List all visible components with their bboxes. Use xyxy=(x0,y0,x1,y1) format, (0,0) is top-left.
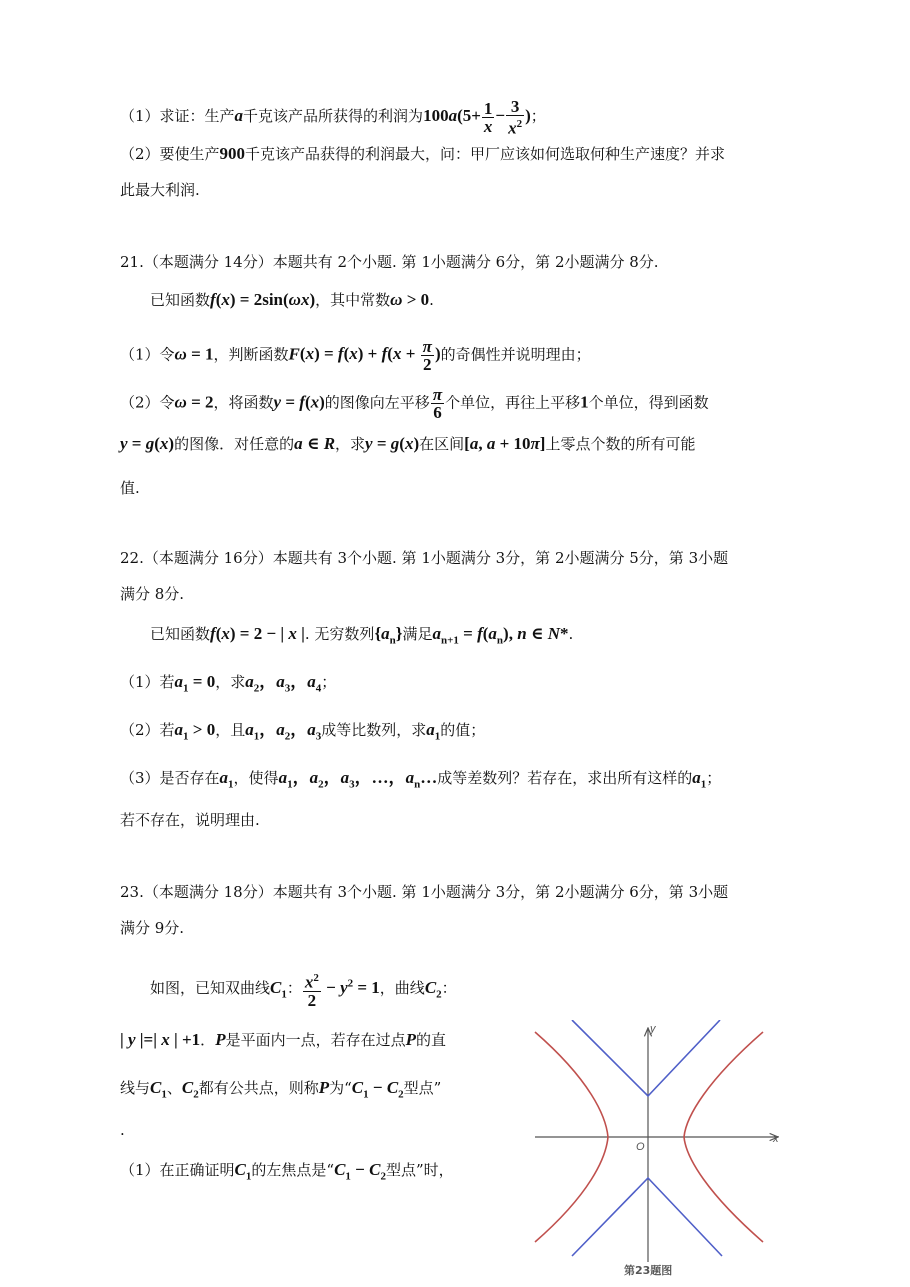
q22-part1: （1）若$a_1 = 0$，求$a_2$，$a_3$，$a_4$； xyxy=(120,672,337,695)
q22-intro: 已知函数f(x) = 2 − | x |. 无穷数列$\{a_n\}$满足$a_{n+1} = f(a_n)$, n ∈ N*. xyxy=(150,624,574,647)
q20-part1: （1）求证：生产a千克该产品所获得的利润为100a(5+ $\frac{1}{x}$ − $\frac{3}{x^2}$ )； xyxy=(120,97,546,138)
q21-part2-line3: 值. xyxy=(120,479,140,497)
q22-part3: （3）是否存在$a_1$，使得$a_1$，$a_2$，$a_3$，…，$a_n\dots$成等差数列？若存在，求出所有这样的$a_1$； xyxy=(120,768,722,791)
q23-figure xyxy=(530,1020,790,1280)
figure-caption: 第23题图 xyxy=(624,1264,673,1277)
q22-header-2: 满分 8分. xyxy=(120,585,185,603)
q22-part3-line2: 若不存在，说明理由. xyxy=(120,811,260,829)
q23-header-1: 23.（本题满分 18分）本题共有 3个小题. 第 1小题满分 3分，第 2小题满分 6分，第 3小题 xyxy=(120,883,729,901)
q23-line4: . xyxy=(120,1121,125,1139)
c2-lower-curve xyxy=(572,1178,722,1256)
q23-intro: 如图，已知双曲线$C_1$： $\frac{x^2}{2}$ − $y^2 = 1$，曲线$C_2$： xyxy=(150,972,457,1010)
q23-header-2: 满分 9分. xyxy=(120,919,185,937)
q21-intro: 已知函数f(x) = 2sin(ωx)，其中常数ω > 0. xyxy=(150,290,434,309)
q23-line2: | y |=| x | +1．P是平面内一点，若存在过点P的直 xyxy=(120,1030,446,1049)
origin-label: O xyxy=(636,1141,645,1153)
math-profit-expr: 100a(5+ $\frac{1}{x}$ − $\frac{3}{x^2}$ ) xyxy=(423,97,531,138)
y-axis-label: y xyxy=(650,1023,656,1035)
figure-svg xyxy=(530,1020,790,1280)
c2-upper-curve xyxy=(572,1020,720,1096)
q22-part2: （2）若$a_1 > 0$，且$a_1$，$a_2$，$a_3$成等比数列，求$a_1$的值； xyxy=(120,720,486,743)
q21-part2-line2: y = g(x)的图像．对任意的a ∈ R，求y = g(x)在区间[a, a + 10π]上零点个数的所有可能 xyxy=(120,434,696,453)
q21-part1: （1）令ω = 1，判断函数F(x) = f(x) + f(x + $\frac{\pi}{2}$ )的奇偶性并说明理由； xyxy=(120,337,591,374)
math-f-def: f xyxy=(210,290,216,309)
q21-part2-line1: （2）令ω = 2，将函数y = f(x)的图像向左平移 $\frac{\pi}{6}$ 个单位，再往上平移1个单位，得到函数 xyxy=(120,385,709,422)
q22-header-1: 22.（本题满分 16分）本题共有 3个小题. 第 1小题满分 3分，第 2小题满分 5分，第 3小题 xyxy=(120,549,729,567)
q23-part1: （1）在正确证明$C_1$的左焦点是“$C_1 - C_2$型点”时， xyxy=(120,1160,454,1183)
q20-part2-line1: （2）要使生产900千克该产品获得的利润最大，问：甲厂应该如何选取何种生产速度？并求 xyxy=(120,144,726,163)
q21-header: 21.（本题满分 14分）本题共有 2个小题. 第 1小题满分 6分，第 2小题满分 8分. xyxy=(120,253,659,271)
math-a: a xyxy=(234,106,244,126)
q20-part2-line2: 此最大利润. xyxy=(120,181,200,199)
q23-line3: 线与$C_1$、$C_2$都有公共点，则称P为“$C_1 - C_2$型点” xyxy=(120,1078,442,1101)
x-axis-label: x xyxy=(773,1133,779,1145)
